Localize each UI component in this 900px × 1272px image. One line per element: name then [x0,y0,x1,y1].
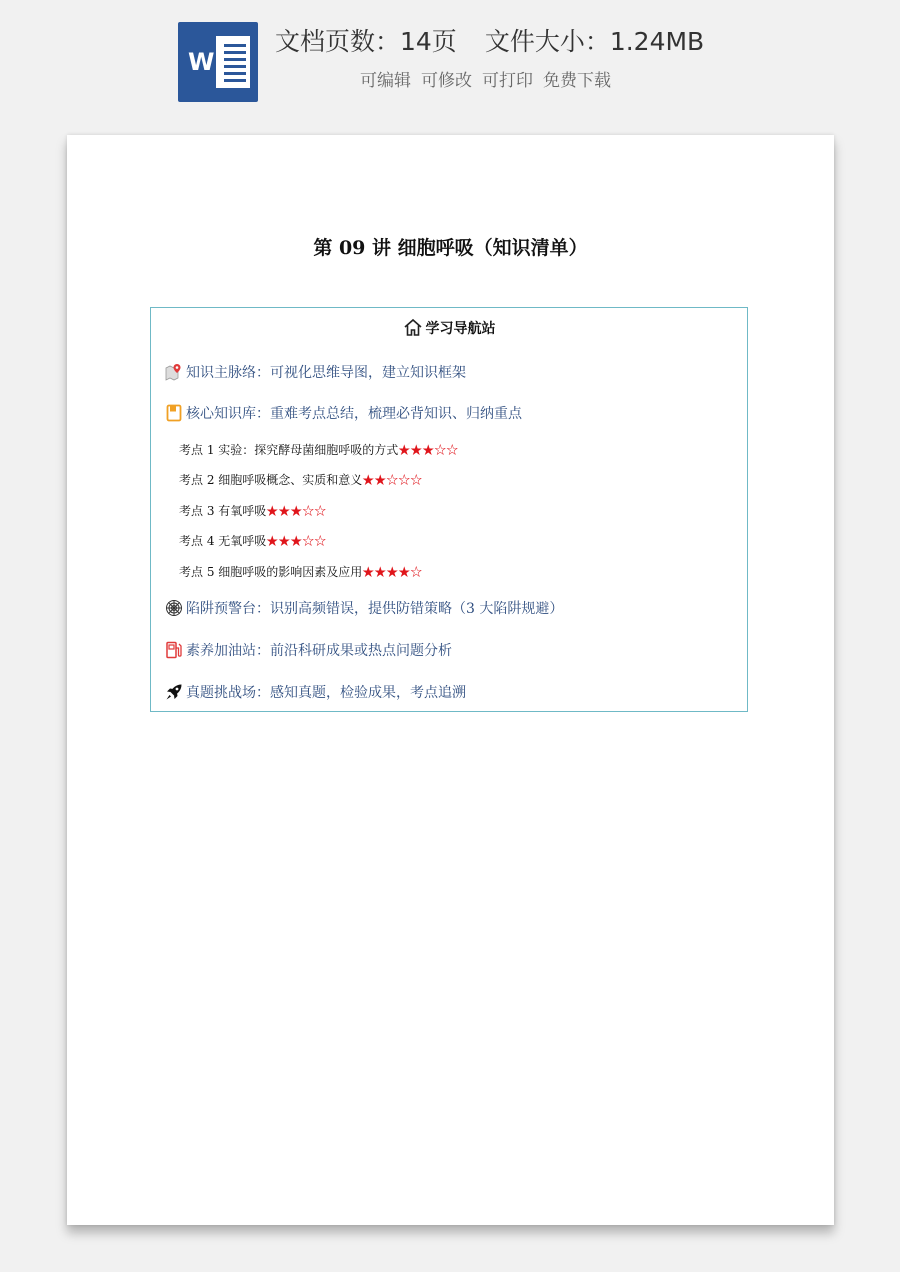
file-size: 文件大小：1.24MB [484,27,705,56]
map-pin-icon [165,363,183,381]
key-point-label: 考点 2 细胞呼吸概念、实质和意义 [179,473,363,487]
key-point-2 [179,471,422,488]
document-page [67,135,834,1225]
key-point-label: 考点 4 无氧呼吸 [179,534,267,548]
nav-section-label: 核心知识库：重难考点总结，梳理必背知识、归纳重点 [186,406,522,422]
word-letter: W [188,48,215,76]
rocket-icon [165,683,183,701]
nav-section-label: 知识主脉络：可视化思维导图，建立知识框架 [186,365,466,381]
nav-section-label: 真题挑战场：感知真题，检验成果，考点追溯 [186,685,466,701]
fuel-pump-icon [165,641,183,659]
key-point-5 [179,563,422,580]
star-rating: ★★★☆☆ [398,443,459,457]
nav-heading-label: 学习导航站 [425,321,496,337]
document-title: 第 09 讲 细胞呼吸（知识清单） [313,237,588,259]
star-rating: ★★★☆☆ [266,504,327,518]
download-banner [0,0,900,120]
feature-tags [360,66,621,91]
key-point-label: 考点 3 有氧呼吸 [179,504,267,518]
nav-section-literacy[interactable] [165,640,452,660]
nav-section-exam-challenge[interactable] [165,682,466,702]
star-rating: ★★★★☆ [362,565,423,579]
tag-modifiable: 可修改 [421,71,472,91]
nav-section-label: 素养加油站：前沿科研成果或热点问题分析 [186,643,452,659]
tag-printable: 可打印 [482,71,533,91]
star-rating: ★★★☆☆ [266,534,327,548]
key-point-label: 考点 5 细胞呼吸的影响因素及应用 [179,565,363,579]
file-meta [275,22,704,58]
key-point-label: 考点 1 实验：探究酵母菌细胞呼吸的方式 [179,443,399,457]
book-icon [165,404,183,422]
key-point-4 [179,532,326,549]
tag-free-download: 免费下载 [543,71,611,91]
spider-web-icon [165,599,183,617]
home-icon [403,318,423,337]
key-point-1 [179,441,458,458]
nav-section-pitfalls[interactable] [165,598,563,618]
page-count: 文档页数：14页 [275,27,457,56]
key-point-3 [179,502,326,519]
nav-section-mindmap[interactable] [165,362,466,382]
star-rating: ★★☆☆☆ [362,473,423,487]
nav-section-label: 陷阱预警台：识别高频错误，提供防错策略（3 大陷阱规避） [186,601,564,617]
study-nav-box [150,307,748,712]
nav-heading [151,318,747,338]
word-doc-icon [178,22,258,102]
nav-section-core-knowledge[interactable] [165,403,522,423]
tag-editable: 可编辑 [360,71,411,91]
